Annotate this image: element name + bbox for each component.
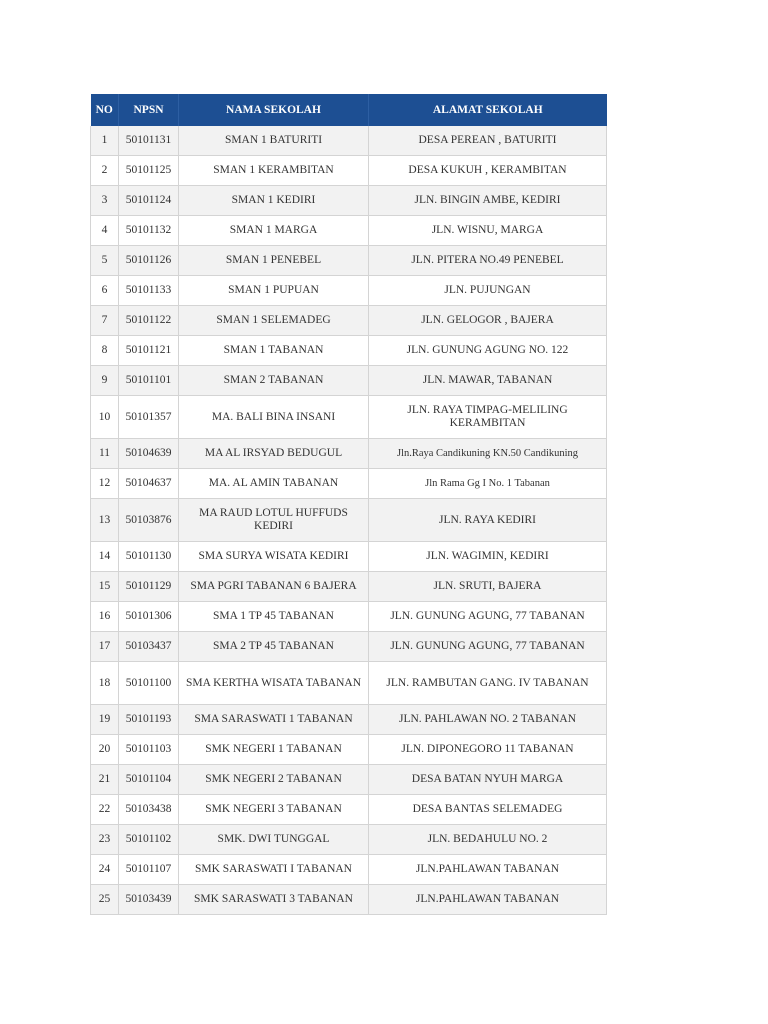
cell-nama-sekolah: SMA 1 TP 45 TABANAN (179, 602, 369, 632)
cell-nama-sekolah: SMAN 1 MARGA (179, 216, 369, 246)
cell-alamat-sekolah: JLN. RAMBUTAN GANG. IV TABANAN (369, 662, 607, 705)
cell-npsn: 50101133 (119, 276, 179, 306)
table-row (91, 602, 607, 632)
header-no: NO (91, 94, 119, 126)
header-npsn: NPSN (119, 94, 179, 126)
cell-alamat-sekolah: Jln.Raya Candikuning KN.50 Candikuning (369, 439, 607, 469)
cell-npsn: 50101126 (119, 246, 179, 276)
cell-no: 24 (91, 855, 119, 885)
cell-alamat-sekolah: JLN. BEDAHULU NO. 2 (369, 825, 607, 855)
header-nama-sekolah: NAMA SEKOLAH (179, 94, 369, 126)
cell-alamat-sekolah: JLN. DIPONEGORO 11 TABANAN (369, 735, 607, 765)
cell-alamat-sekolah: JLN. MAWAR, TABANAN (369, 366, 607, 396)
table-row (91, 542, 607, 572)
cell-no: 16 (91, 602, 119, 632)
cell-nama-sekolah: SMAN 1 PENEBEL (179, 246, 369, 276)
cell-nama-sekolah: MA RAUD LOTUL HUFFUDS KEDIRI (179, 499, 369, 542)
cell-nama-sekolah: SMA SURYA WISATA KEDIRI (179, 542, 369, 572)
cell-alamat-sekolah: JLN.PAHLAWAN TABANAN (369, 855, 607, 885)
cell-alamat-sekolah: JLN. GUNUNG AGUNG, 77 TABANAN (369, 602, 607, 632)
cell-alamat-sekolah: JLN. WISNU, MARGA (369, 216, 607, 246)
cell-no: 5 (91, 246, 119, 276)
cell-no: 23 (91, 825, 119, 855)
cell-nama-sekolah: SMAN 1 SELEMADEG (179, 306, 369, 336)
cell-nama-sekolah: MA. BALI BINA INSANI (179, 396, 369, 439)
cell-nama-sekolah: SMK SARASWATI I TABANAN (179, 855, 369, 885)
cell-nama-sekolah: SMAN 1 PUPUAN (179, 276, 369, 306)
cell-no: 17 (91, 632, 119, 662)
cell-no: 18 (91, 662, 119, 705)
cell-alamat-sekolah: JLN. PITERA NO.49 PENEBEL (369, 246, 607, 276)
cell-alamat-sekolah: JLN. RAYA KEDIRI (369, 499, 607, 542)
table-row (91, 572, 607, 602)
cell-alamat-sekolah: JLN. GUNUNG AGUNG, 77 TABANAN (369, 632, 607, 662)
cell-npsn: 50103437 (119, 632, 179, 662)
table-row (91, 396, 607, 439)
cell-no: 4 (91, 216, 119, 246)
cell-nama-sekolah: SMK. DWI TUNGGAL (179, 825, 369, 855)
cell-nama-sekolah: SMAN 1 KEDIRI (179, 186, 369, 216)
cell-no: 7 (91, 306, 119, 336)
cell-npsn: 50101121 (119, 336, 179, 366)
cell-alamat-sekolah: DESA BANTAS SELEMADEG (369, 795, 607, 825)
cell-alamat-sekolah: JLN. GELOGOR , BAJERA (369, 306, 607, 336)
cell-nama-sekolah: SMK NEGERI 2 TABANAN (179, 765, 369, 795)
cell-no: 21 (91, 765, 119, 795)
cell-alamat-sekolah: JLN. BINGIN AMBE, KEDIRI (369, 186, 607, 216)
table-row (91, 632, 607, 662)
table-row (91, 885, 607, 915)
cell-alamat-sekolah: JLN. PUJUNGAN (369, 276, 607, 306)
cell-nama-sekolah: SMA KERTHA WISATA TABANAN (179, 662, 369, 705)
table-row (91, 156, 607, 186)
table-body (91, 126, 607, 915)
cell-npsn: 50101132 (119, 216, 179, 246)
school-list-sheet (90, 94, 606, 915)
cell-npsn: 50101101 (119, 366, 179, 396)
table-row (91, 795, 607, 825)
cell-nama-sekolah: MA. AL AMIN TABANAN (179, 469, 369, 499)
cell-npsn: 50101102 (119, 825, 179, 855)
cell-npsn: 50101122 (119, 306, 179, 336)
table-row (91, 126, 607, 156)
cell-nama-sekolah: SMAN 1 KERAMBITAN (179, 156, 369, 186)
cell-npsn: 50101131 (119, 126, 179, 156)
table-row (91, 825, 607, 855)
cell-nama-sekolah: SMAN 1 BATURITI (179, 126, 369, 156)
cell-nama-sekolah: SMA 2 TP 45 TABANAN (179, 632, 369, 662)
table-row (91, 439, 607, 469)
cell-nama-sekolah: SMA SARASWATI 1 TABANAN (179, 705, 369, 735)
cell-npsn: 50103439 (119, 885, 179, 915)
table-row (91, 469, 607, 499)
cell-no: 8 (91, 336, 119, 366)
cell-alamat-sekolah: JLN. PAHLAWAN NO. 2 TABANAN (369, 705, 607, 735)
table-row (91, 765, 607, 795)
cell-nama-sekolah: MA AL IRSYAD BEDUGUL (179, 439, 369, 469)
cell-npsn: 50101306 (119, 602, 179, 632)
school-table (90, 94, 607, 915)
cell-alamat-sekolah: DESA BATAN NYUH MARGA (369, 765, 607, 795)
cell-npsn: 50101193 (119, 705, 179, 735)
table-row (91, 662, 607, 705)
cell-npsn: 50103876 (119, 499, 179, 542)
table-row (91, 499, 607, 542)
cell-no: 1 (91, 126, 119, 156)
cell-alamat-sekolah: JLN. GUNUNG AGUNG NO. 122 (369, 336, 607, 366)
table-row (91, 246, 607, 276)
cell-no: 20 (91, 735, 119, 765)
header-row (91, 94, 607, 126)
cell-nama-sekolah: SMAN 1 TABANAN (179, 336, 369, 366)
cell-no: 9 (91, 366, 119, 396)
cell-npsn: 50101103 (119, 735, 179, 765)
cell-npsn: 50103438 (119, 795, 179, 825)
cell-no: 12 (91, 469, 119, 499)
cell-npsn: 50101125 (119, 156, 179, 186)
table-row (91, 186, 607, 216)
cell-npsn: 50104637 (119, 469, 179, 499)
table-row (91, 705, 607, 735)
table-row (91, 276, 607, 306)
table-header (91, 94, 607, 126)
cell-npsn: 50104639 (119, 439, 179, 469)
table-row (91, 336, 607, 366)
cell-no: 10 (91, 396, 119, 439)
cell-npsn: 50101104 (119, 765, 179, 795)
cell-npsn: 50101100 (119, 662, 179, 705)
cell-alamat-sekolah: DESA KUKUH , KERAMBITAN (369, 156, 607, 186)
cell-npsn: 50101130 (119, 542, 179, 572)
cell-alamat-sekolah: DESA PEREAN , BATURITI (369, 126, 607, 156)
cell-no: 2 (91, 156, 119, 186)
cell-npsn: 50101124 (119, 186, 179, 216)
cell-no: 19 (91, 705, 119, 735)
cell-no: 13 (91, 499, 119, 542)
table-row (91, 855, 607, 885)
cell-nama-sekolah: SMK NEGERI 1 TABANAN (179, 735, 369, 765)
header-alamat-sekolah: ALAMAT SEKOLAH (369, 94, 607, 126)
cell-nama-sekolah: SMA PGRI TABANAN 6 BAJERA (179, 572, 369, 602)
cell-nama-sekolah: SMK NEGERI 3 TABANAN (179, 795, 369, 825)
table-row (91, 216, 607, 246)
cell-alamat-sekolah: Jln Rama Gg I No. 1 Tabanan (369, 469, 607, 499)
cell-alamat-sekolah: JLN. SRUTI, BAJERA (369, 572, 607, 602)
cell-no: 3 (91, 186, 119, 216)
cell-alamat-sekolah: JLN. RAYA TIMPAG-MELILING KERAMBITAN (369, 396, 607, 439)
cell-no: 22 (91, 795, 119, 825)
cell-npsn: 50101107 (119, 855, 179, 885)
cell-nama-sekolah: SMAN 2 TABANAN (179, 366, 369, 396)
cell-no: 14 (91, 542, 119, 572)
table-row (91, 366, 607, 396)
cell-npsn: 50101357 (119, 396, 179, 439)
cell-no: 15 (91, 572, 119, 602)
cell-no: 6 (91, 276, 119, 306)
cell-no: 25 (91, 885, 119, 915)
table-row (91, 735, 607, 765)
cell-alamat-sekolah: JLN. WAGIMIN, KEDIRI (369, 542, 607, 572)
cell-npsn: 50101129 (119, 572, 179, 602)
table-row (91, 306, 607, 336)
cell-no: 11 (91, 439, 119, 469)
cell-alamat-sekolah: JLN.PAHLAWAN TABANAN (369, 885, 607, 915)
cell-nama-sekolah: SMK SARASWATI 3 TABANAN (179, 885, 369, 915)
